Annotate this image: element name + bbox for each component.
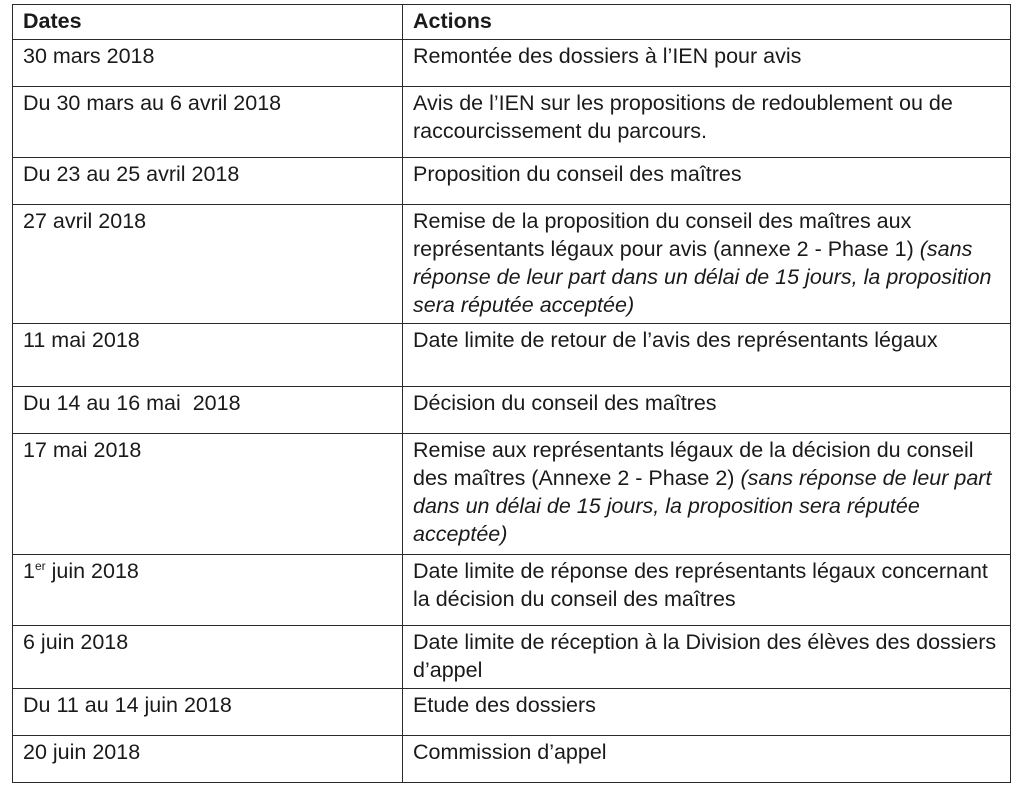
row-action: Remontée des dossiers à l’IEN pour avis bbox=[403, 40, 1011, 87]
row-action-note: (sans réponse de leur part dans un délai de 15 jours, la proposition sera réputée acceptée) bbox=[413, 466, 992, 546]
row-date-day: 1 bbox=[23, 559, 35, 583]
row-date: 17 mai 2018 bbox=[13, 434, 403, 555]
row-date: 11 mai 2018 bbox=[13, 324, 403, 387]
table-row bbox=[13, 626, 1011, 689]
row-action: Proposition du conseil des maîtres bbox=[403, 158, 1011, 205]
row-action: Etude des dossiers bbox=[403, 689, 1011, 736]
table-row bbox=[13, 555, 1011, 626]
header-actions: Actions bbox=[403, 5, 1011, 40]
row-action: Décision du conseil des maîtres bbox=[403, 387, 1011, 434]
table-header-row bbox=[13, 5, 1011, 40]
row-action: Date limite de réponse des représentants légaux concernant la décision du conseil des maîtres bbox=[403, 555, 1011, 626]
table-row bbox=[13, 387, 1011, 434]
table-row bbox=[13, 689, 1011, 736]
row-date: 6 juin 2018 bbox=[13, 626, 403, 689]
table-row bbox=[13, 87, 1011, 158]
row-date: Du 30 mars au 6 avril 2018 bbox=[13, 87, 403, 158]
row-date: Du 23 au 25 avril 2018 bbox=[13, 158, 403, 205]
row-date: Du 14 au 16 mai 2018 bbox=[13, 387, 403, 434]
table-row bbox=[13, 324, 1011, 387]
table-row bbox=[13, 434, 1011, 555]
row-action: Date limite de retour de l’avis des représentants légaux bbox=[403, 324, 1011, 387]
row-action: Commission d’appel bbox=[403, 736, 1011, 783]
row-date-ordinal: er bbox=[34, 558, 46, 573]
table-row bbox=[13, 736, 1011, 783]
row-action: Date limite de réception à la Division des élèves des dossiers d’appel bbox=[403, 626, 1011, 689]
table-row bbox=[13, 40, 1011, 87]
row-date: 30 mars 2018 bbox=[13, 40, 403, 87]
row-date: 27 avril 2018 bbox=[13, 205, 403, 324]
row-date bbox=[13, 555, 403, 626]
row-action bbox=[403, 434, 1011, 555]
row-action-note: (sans réponse de leur part dans un délai de 15 jours, la proposition sera réputée acceptée) bbox=[413, 237, 992, 317]
row-action-text: Remise de la proposition du conseil des maîtres aux représentants légaux pour avis (annexe 2 - Phase 1) bbox=[413, 209, 914, 261]
table-row bbox=[13, 158, 1011, 205]
row-action bbox=[403, 205, 1011, 324]
row-date: Du 11 au 14 juin 2018 bbox=[13, 689, 403, 736]
row-date-rest: juin 2018 bbox=[45, 559, 139, 583]
row-action: Avis de l’IEN sur les propositions de redoublement ou de raccourcissement du parcours. bbox=[403, 87, 1011, 158]
header-dates: Dates bbox=[13, 5, 403, 40]
table-row bbox=[13, 205, 1011, 324]
schedule-table bbox=[12, 4, 1011, 783]
row-date: 20 juin 2018 bbox=[13, 736, 403, 783]
row-action-text: Remise aux représentants légaux de la décision du conseil des maîtres (Annexe 2 - Phase 2) bbox=[413, 438, 974, 490]
